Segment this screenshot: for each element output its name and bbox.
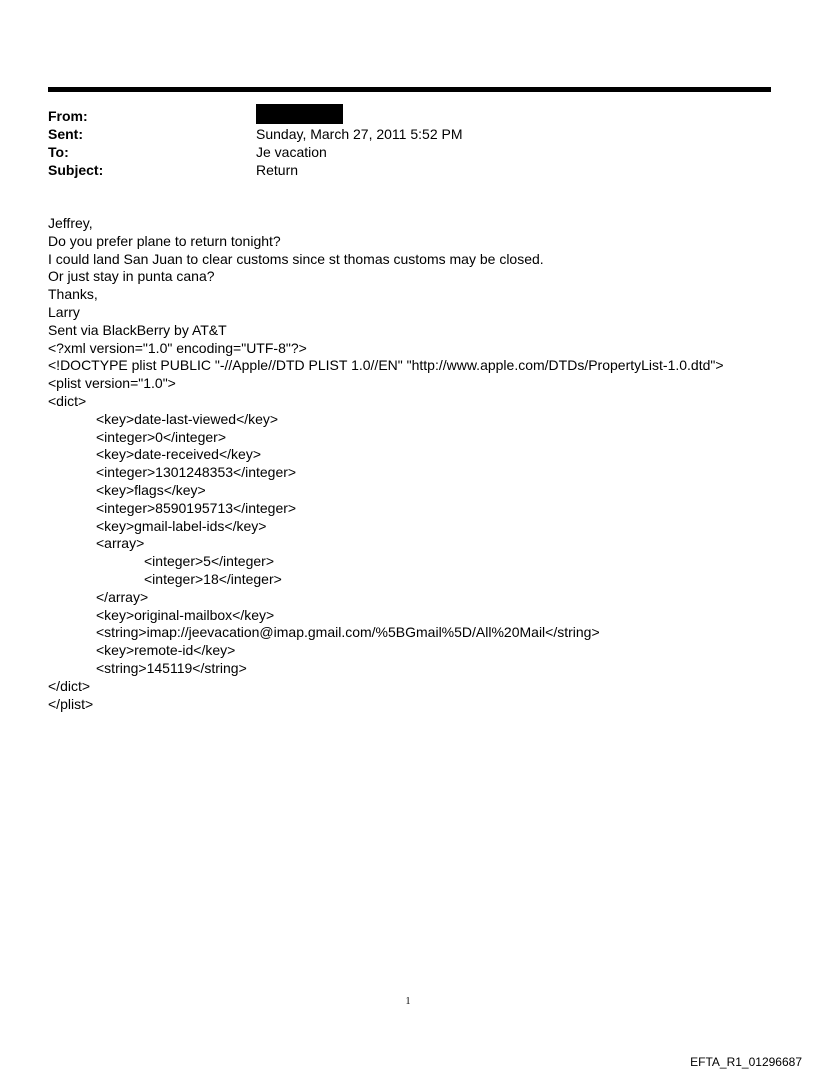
plist-array-item-line: <integer>18</integer>: [144, 570, 282, 587]
plist-open-line: <plist version="1.0">: [48, 375, 176, 392]
redaction-box: [256, 104, 343, 124]
plist-close-line: </plist>: [48, 695, 94, 712]
plist-entry-line: <string>145119</string>: [96, 659, 247, 676]
sent-row: [48, 125, 771, 143]
plist-entry-line: <array>: [96, 535, 145, 552]
page-number: 1: [405, 996, 411, 1007]
body-line: Larry: [48, 303, 80, 320]
plist-entry-line: <key>date-last-viewed</key>: [96, 410, 279, 427]
plist-entry-line: <key>gmail-label-ids</key>: [96, 517, 267, 534]
plist-entry-line: <key>flags</key>: [96, 481, 206, 498]
dict-close-line: </dict>: [48, 677, 91, 694]
body-line: Or just stay in punta cana?: [48, 268, 215, 285]
header-rule: [48, 87, 771, 92]
document-id: EFTA_R1_01296687: [690, 1055, 802, 1069]
doctype-line: <!DOCTYPE plist PUBLIC "-//Apple//DTD PLIST 1.0//EN" "http://www.apple.com/DTDs/PropertyList-1.0.dtd">: [48, 357, 724, 374]
email-body: [48, 215, 788, 713]
to-row: [48, 143, 771, 161]
body-line: I could land San Juan to clear customs since st thomas customs may be closed.: [48, 250, 544, 267]
plist-entry-line: <key>original-mailbox</key>: [96, 606, 275, 623]
sent-label: Sent:: [48, 126, 83, 142]
sent-value: Sunday, March 27, 2011 5:52 PM: [256, 126, 463, 142]
body-line: Jeffrey,: [48, 215, 93, 231]
subject-label: Subject:: [48, 162, 104, 178]
body-line: Thanks,: [48, 286, 98, 303]
plist-entry-line: <key>date-received</key>: [96, 446, 261, 463]
from-row: [48, 107, 771, 125]
body-line: Sent via BlackBerry by AT&T: [48, 321, 227, 338]
email-header: [48, 107, 771, 179]
plist-array-item-line: <integer>5</integer>: [144, 553, 274, 570]
subject-row: [48, 161, 771, 179]
body-line: Do you prefer plane to return tonight?: [48, 232, 281, 249]
from-label: From:: [48, 108, 88, 124]
plist-entry-line: <string>imap://jeevacation@imap.gmail.com/%5BGmail%5D/All%20Mail</string>: [96, 624, 600, 641]
plist-entry-line: <key>remote-id</key>: [96, 642, 236, 659]
dict-open-line: <dict>: [48, 392, 87, 409]
plist-entry-line: <integer>8590195713</integer>: [96, 499, 297, 516]
to-label: To:: [48, 144, 69, 160]
xml-declaration-line: <?xml version="1.0" encoding="UTF-8"?>: [48, 339, 307, 356]
plist-entry-line: </array>: [96, 588, 149, 605]
plist-entry-line: <integer>1301248353</integer>: [96, 464, 297, 481]
to-value: Je vacation: [256, 144, 327, 160]
plist-entry-line: <integer>0</integer>: [96, 428, 226, 445]
subject-value: Return: [256, 162, 299, 178]
